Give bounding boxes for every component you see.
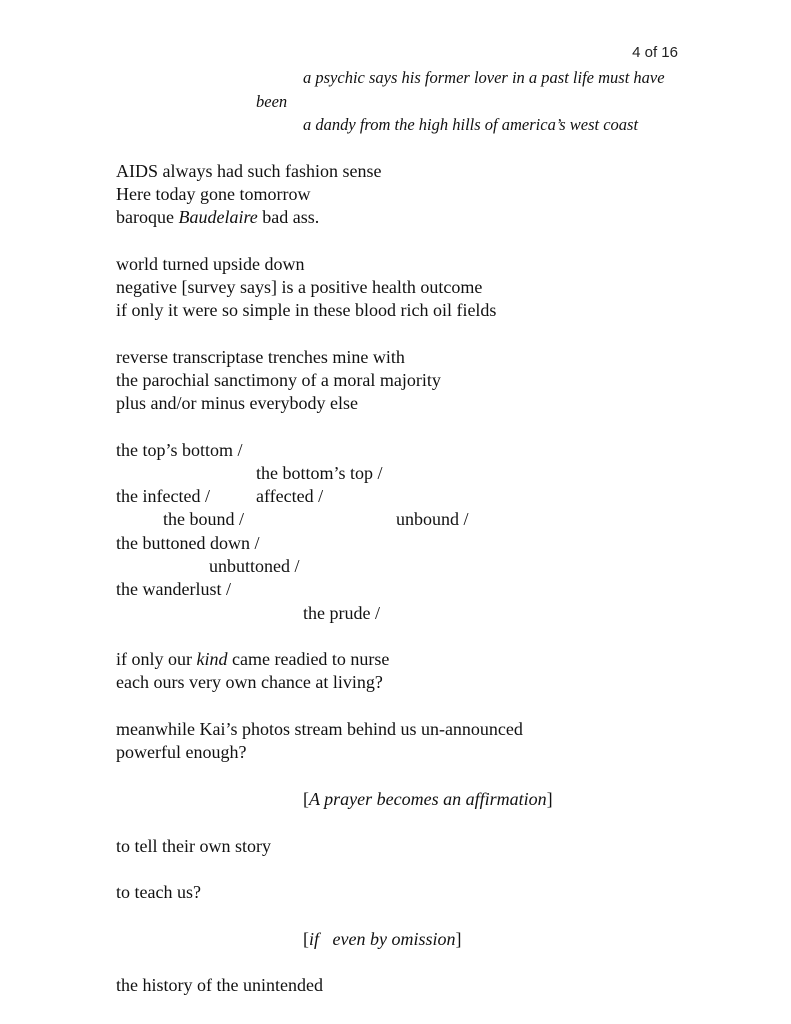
page-number: 4 of 16 <box>632 44 678 61</box>
stanza1-line-3 <box>116 206 319 228</box>
stanza3-line-3: plus and/or minus everybody else <box>116 393 358 413</box>
stanza2-line-2: negative [survey says] is a positive health outcome <box>116 277 483 297</box>
stanza5-line-1-post: came readied to nurse <box>227 649 390 669</box>
bracket-affirmation-open: [ <box>303 789 309 809</box>
stanza4-prude: the prude / <box>303 603 380 623</box>
epigraph-line-1: a psychic says his former lover in a past life must have <box>303 68 665 87</box>
stanza4-buttoned: the buttoned down / <box>116 533 260 553</box>
bracket-affirmation-text: A prayer becomes an affirmation <box>309 789 547 809</box>
line-history: the history of the unintended <box>116 975 323 995</box>
stanza4-unbuttoned: unbuttoned / <box>209 556 300 576</box>
stanza4-wanderlust: the wanderlust / <box>116 579 231 599</box>
stanza6-line-1: meanwhile Kai’s photos stream behind us un-announced <box>116 719 523 739</box>
stanza3-line-1: reverse transcriptase trenches mine with <box>116 347 405 367</box>
stanza3-line-2: the parochial sanctimony of a moral majority <box>116 370 441 390</box>
stanza1-line-2: Here today gone tomorrow <box>116 184 311 204</box>
epigraph-line-2: been <box>256 92 288 111</box>
stanza5-line-1 <box>116 648 389 670</box>
stanza4-bottom-top: the bottom’s top / <box>256 463 383 483</box>
stanza1-line-3-post: bad ass. <box>257 207 320 227</box>
stanza4-affected: affected / <box>256 486 324 506</box>
bracket-omission-open: [ <box>303 929 309 949</box>
stanza5-line-1-pre: if only our <box>116 649 197 669</box>
bracket-affirmation-close: ] <box>546 789 553 809</box>
stanza1-line-3-italic: Baudelaire <box>178 207 258 227</box>
stanza4-unbound: unbound / <box>396 509 469 529</box>
stanza2-line-1: world turned upside down <box>116 254 305 274</box>
stanza2-line-3: if only it were so simple in these blood rich oil fields <box>116 300 497 320</box>
bracket-omission-close: ] <box>455 929 462 949</box>
stanza1-line-1: AIDS always had such fashion sense <box>116 161 382 181</box>
epigraph-line-3: a dandy from the high hills of america’s west coast <box>303 115 639 134</box>
stanza4-bound: the bound / <box>163 509 244 529</box>
bracket-affirmation <box>303 788 553 810</box>
stanza1-line-3-pre: baroque <box>116 207 179 227</box>
bracket-omission <box>303 928 461 950</box>
line-tell-story: to tell their own story <box>116 836 271 856</box>
stanza6-line-2: powerful enough? <box>116 742 247 762</box>
stanza4-top-bottom: the top’s bottom / <box>116 440 243 460</box>
stanza5-line-2: each ours very own chance at living? <box>116 672 383 692</box>
stanza5-line-1-italic: kind <box>196 649 228 669</box>
stanza4-infected: the infected / <box>116 486 210 506</box>
line-teach-us: to teach us? <box>116 882 201 902</box>
bracket-omission-text: if even by omission <box>309 929 456 949</box>
